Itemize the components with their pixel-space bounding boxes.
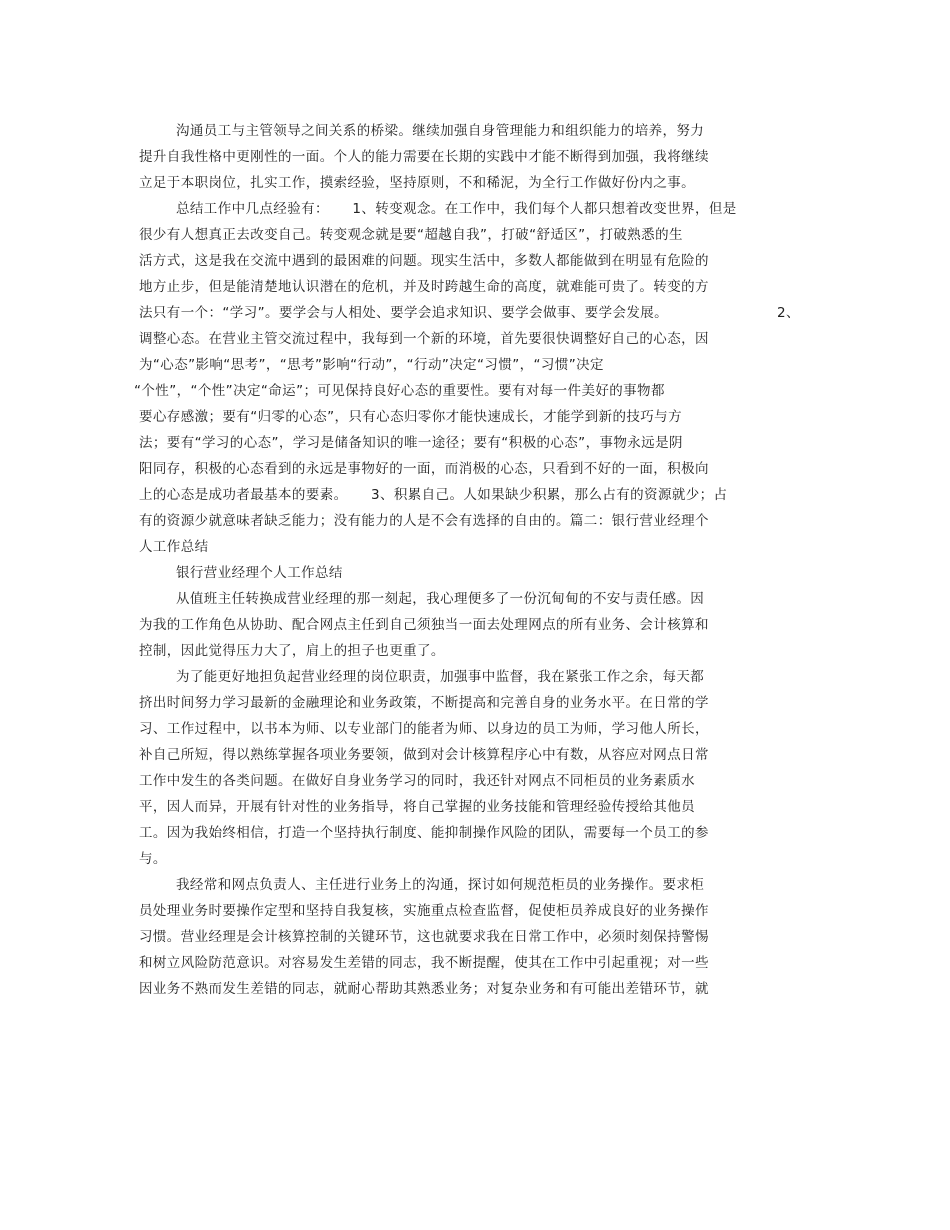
text-line: 挤出时间努力学习最新的金融理论和业务政策，不断提高和完善自身的业务水平。在日常的学	[139, 695, 709, 711]
text-line: 为了能更好地担负起营业经理的岗位职责，加强事中监督，我在紧张工作之余，每天都	[176, 669, 705, 685]
text-line: 要心存感激；要有“归零的心态”，只有心态归零你才能快速成长，才能学到新的技巧与方	[139, 409, 682, 425]
text-line: 有的资源少就意味者缺乏能力；没有能力的人是不会有选择的自由的。篇二：银行营业经理个	[139, 513, 709, 529]
text-line: 法只有一个：“学习”。要学会与人相处、要学会追求知识、要学会做事、要学会发展。	[139, 305, 669, 321]
text-line: 调整心态。在营业主管交流过程中，我每到一个新的环境，首先要很快调整好自己的心态，因	[139, 331, 709, 347]
text-line: 习、工作过程中，以书本为师、以专业部门的能者为师、以身边的员工为师，学习他人所长，	[139, 721, 709, 737]
text-line: 控制，因此觉得压力大了，肩上的担子也更重了。	[139, 643, 445, 659]
text-line: 平，因人而异，开展有针对性的业务指导，将自己掌握的业务技能和管理经验传授给其他员	[139, 799, 695, 815]
text-line: 因业务不熟而发生差错的同志，就耐心帮助其熟悉业务；对复杂业务和有可能出差错环节，就	[139, 981, 709, 997]
text-line: “个性”，“个性”决定“命运”；可见保持良好心态的重要性。要有对每一件美好的事物都	[134, 383, 665, 399]
text-line: 工作中发生的各类问题。在做好自身业务学习的同时，我还针对网点不同柜员的业务素质水	[139, 773, 695, 789]
text-line: 习惯。营业经理是会计核算控制的关键环节，这也就要求我在日常工作中，必须时刻保持警惕	[139, 929, 709, 945]
text-line: 上的心态是成功者最基本的要素。 3、积累自己。人如果缺少积累，那么占有的资源就少；占	[139, 487, 728, 503]
section-title: 银行营业经理个人工作总结	[176, 565, 343, 581]
text-line: 法；要有“学习的心态”，学习是储备知识的唯一途径；要有“积极的心态”，事物永远是阴	[139, 435, 683, 451]
text-line: 为“心态”影响“思考”，“思考”影响“行动”，“行动”决定“习惯”，“习惯”决定	[139, 357, 604, 373]
text-line: 很少有人想真正去改变自己。转变观念就是要“超越自我”，打破“舒适区”，打破熟悉的生	[139, 227, 683, 243]
text-line: 活方式，这是我在交流中遇到的最困难的问题。现实生活中，多数人都能做到在明显有危险的	[139, 253, 709, 269]
text-line: 我经常和网点负责人、主任进行业务上的沟通，探讨如何规范柜员的业务操作。要求柜	[176, 877, 705, 893]
text-line: 立足于本职岗位，扎实工作，摸索经验，坚持原则，不和稀泥，为全行工作做好份内之事。	[139, 175, 695, 191]
text-line: 地方止步，但是能清楚地认识潜在的危机，并及时跨越生命的高度，就难能可贵了。转变的方	[139, 279, 709, 295]
text-line: 员处理业务时要操作定型和坚持自我复核，实施重点检查监督，促使柜员养成良好的业务操作	[139, 903, 709, 919]
text-line: 提升自我性格中更刚性的一面。个人的能力需要在长期的实践中才能不断得到加强，我将继续	[139, 149, 709, 165]
text-line: 阳同存，积极的心态看到的永远是事物好的一面，而消极的心态，只看到不好的一面，积极向	[139, 461, 709, 477]
text-line: 2、	[777, 305, 800, 321]
text-line: 为我的工作角色从协助、配合网点主任到自己须独当一面去处理网点的所有业务、会计核算和	[139, 617, 709, 633]
text-line: 从值班主任转换成营业经理的那一刻起，我心理便多了一份沉甸甸的不安与责任感。因	[176, 591, 705, 607]
text-line: 总结工作中几点经验有： 1、转变观念。在工作中，我们每个人都只想着改变世界，但是	[176, 201, 737, 217]
text-line: 工。因为我始终相信，打造一个坚持执行制度、能抑制操作风险的团队，需要每一个员工的参	[139, 825, 709, 841]
text-line: 人工作总结	[139, 539, 209, 555]
text-line: 和树立风险防范意识。对容易发生差错的同志，我不断提醒，使其在工作中引起重视；对一些	[139, 955, 709, 971]
text-line: 沟通员工与主管领导之间关系的桥梁。继续加强自身管理能力和组织能力的培养，努力	[176, 123, 705, 139]
text-line: 与。	[139, 851, 167, 867]
text-line: 补自己所短，得以熟练掌握各项业务要领，做到对会计核算程序心中有数，从容应对网点日常	[139, 747, 709, 763]
